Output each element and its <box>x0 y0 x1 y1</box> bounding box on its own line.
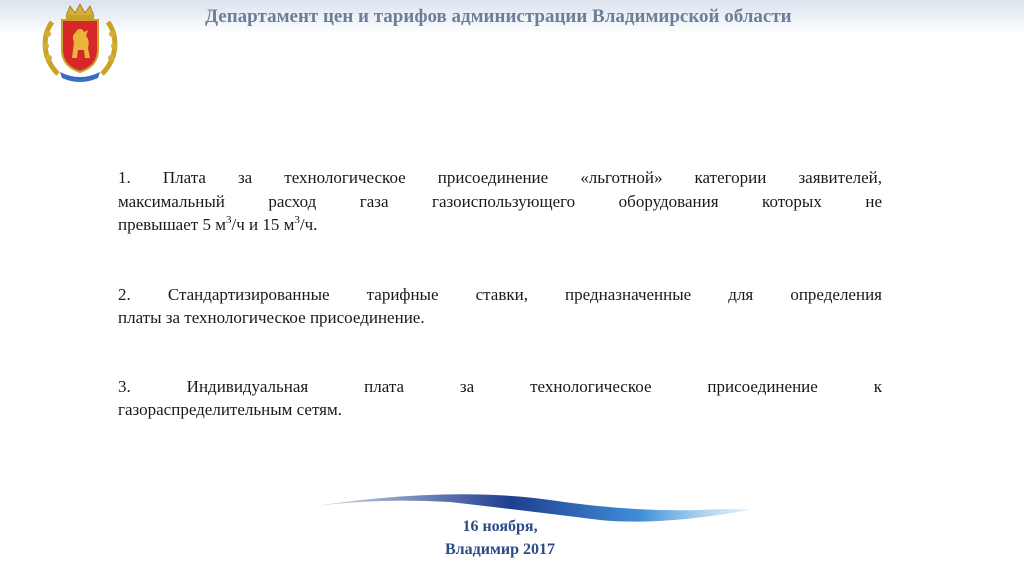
superscript-cubic: 3 <box>225 214 232 226</box>
item-3-line-1: 3. Индивидуальная плата за технологическое присоединение к <box>118 376 882 396</box>
item-1-line-2: максимальный расход газа газоиспользующего оборудования которых не <box>118 191 882 211</box>
list-item-3 <box>118 375 882 422</box>
item-1-text-a: превышает 5 м <box>118 215 226 234</box>
footer-place-year: Владимир 2017 <box>445 541 555 558</box>
footer-date: 16 ноября, <box>462 518 538 535</box>
item-1-text-c: /ч. <box>299 215 318 234</box>
header-title: Департамент цен и тарифов администрации Владимирской области <box>205 6 792 27</box>
list-item-1 <box>118 166 882 237</box>
coat-of-arms-icon <box>38 2 122 84</box>
item-1-line-1: 1. Плата за технологическое присоединение «льготной» категории заявителей, <box>118 168 882 187</box>
header-bar <box>0 0 1024 34</box>
item-1-text-b: /ч и 15 м <box>231 215 295 234</box>
footer <box>400 515 600 561</box>
item-2-line-2: платы за технологическое присоединение. <box>118 308 425 327</box>
item-3-line-2: газораспределительным сетям. <box>118 400 342 419</box>
content-area <box>118 166 882 422</box>
list-item-2 <box>118 283 882 330</box>
item-2-line-1: 2. Стандартизированные тарифные ставки, предназначенные для определения <box>118 284 882 304</box>
superscript-cubic: 3 <box>294 214 300 226</box>
item-1-line-3 <box>118 215 317 234</box>
